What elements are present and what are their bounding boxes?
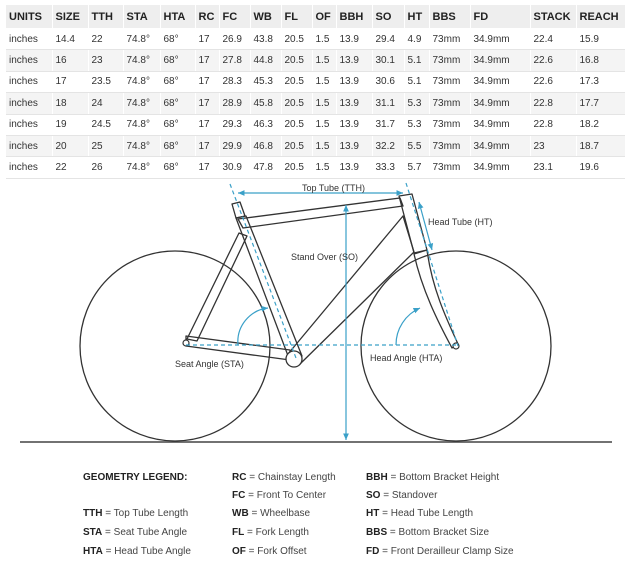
- legend-desc: = Fork Length: [247, 527, 309, 538]
- legend-item-so: [366, 490, 437, 501]
- legend-item-bbh: [366, 472, 499, 483]
- table-cell: 5.7: [404, 157, 429, 178]
- rear-wheel: [80, 251, 270, 441]
- legend-abbr: WB: [232, 508, 249, 519]
- table-cell: 30.9: [219, 157, 250, 178]
- column-header: STA: [123, 5, 160, 29]
- table-cell: 26: [88, 157, 123, 178]
- table-cell: 22.6: [530, 50, 576, 71]
- legend-abbr: BBS: [366, 527, 388, 538]
- table-cell: inches: [6, 50, 52, 71]
- table-cell: 43.8: [250, 29, 281, 50]
- table-cell: 13.9: [336, 71, 372, 92]
- table-cell: 20.5: [281, 93, 312, 114]
- table-cell: 74.8°: [123, 71, 160, 92]
- table-cell: 44.8: [250, 50, 281, 71]
- table-cell: 34.9mm: [470, 114, 530, 135]
- table-cell: 5.1: [404, 50, 429, 71]
- geometry-legend: [0, 466, 631, 561]
- legend-desc: = Bottom Bracket Height: [390, 472, 500, 483]
- table-cell: 18.7: [576, 135, 625, 156]
- table-cell: 74.8°: [123, 114, 160, 135]
- table-cell: 68°: [160, 135, 195, 156]
- table-cell: 45.3: [250, 71, 281, 92]
- table-cell: 13.9: [336, 93, 372, 114]
- table-cell: inches: [6, 135, 52, 156]
- table-cell: 73mm: [429, 135, 470, 156]
- table-cell: 34.9mm: [470, 71, 530, 92]
- table-cell: 24.5: [88, 114, 123, 135]
- table-cell: 34.9mm: [470, 93, 530, 114]
- table-header-row: [6, 5, 625, 29]
- legend-desc: = Bottom Bracket Size: [389, 527, 490, 538]
- legend-item-hta: [83, 546, 191, 557]
- table-cell: 1.5: [312, 114, 336, 135]
- table-row: [6, 71, 625, 92]
- table-cell: 16.8: [576, 50, 625, 71]
- table-cell: 46.8: [250, 135, 281, 156]
- table-cell: 74.8°: [123, 29, 160, 50]
- table-cell: 34.9mm: [470, 50, 530, 71]
- table-cell: 31.7: [372, 114, 404, 135]
- legend-abbr: HTA: [83, 546, 103, 557]
- table-cell: 1.5: [312, 71, 336, 92]
- table-cell: 22.8: [530, 93, 576, 114]
- table-cell: 23.1: [530, 157, 576, 178]
- table-cell: inches: [6, 29, 52, 50]
- legend-desc: = Wheelbase: [251, 508, 311, 519]
- table-cell: 5.5: [404, 135, 429, 156]
- column-header: STACK: [530, 5, 576, 29]
- table-cell: 17: [195, 71, 219, 92]
- table-cell: 73mm: [429, 50, 470, 71]
- table-cell: 1.5: [312, 50, 336, 71]
- legend-abbr: SO: [366, 490, 381, 501]
- table-row: [6, 93, 625, 114]
- table-cell: 22.6: [530, 71, 576, 92]
- head-tube-label: Head Tube (HT): [428, 217, 493, 227]
- table-cell: 34.9mm: [470, 29, 530, 50]
- column-header: RC: [195, 5, 219, 29]
- table-cell: 5.3: [404, 93, 429, 114]
- table-cell: 30.1: [372, 50, 404, 71]
- table-cell: 25: [88, 135, 123, 156]
- legend-abbr: RC: [232, 472, 247, 483]
- legend-desc: = Head Tube Angle: [105, 546, 191, 557]
- table-cell: 24: [88, 93, 123, 114]
- table-cell: 13.9: [336, 114, 372, 135]
- table-cell: 17: [52, 71, 88, 92]
- table-cell: 5.3: [404, 114, 429, 135]
- table-cell: 20.5: [281, 29, 312, 50]
- table-cell: 17: [195, 157, 219, 178]
- table-cell: 17: [195, 135, 219, 156]
- table-cell: 19: [52, 114, 88, 135]
- table-cell: inches: [6, 93, 52, 114]
- table-cell: 46.3: [250, 114, 281, 135]
- column-header: BBS: [429, 5, 470, 29]
- table-cell: 22.8: [530, 114, 576, 135]
- table-cell: 19.6: [576, 157, 625, 178]
- legend-desc: = Front Derailleur Clamp Size: [382, 546, 514, 557]
- table-cell: 45.8: [250, 93, 281, 114]
- table-cell: 68°: [160, 93, 195, 114]
- legend-item-fc: [232, 490, 326, 501]
- column-header: OF: [312, 5, 336, 29]
- front-axle: [453, 343, 459, 349]
- table-cell: 20.5: [281, 71, 312, 92]
- table-cell: 47.8: [250, 157, 281, 178]
- table-cell: 68°: [160, 71, 195, 92]
- column-header: SIZE: [52, 5, 88, 29]
- table-cell: 14.4: [52, 29, 88, 50]
- legend-abbr: HT: [366, 508, 380, 519]
- table-cell: 18.2: [576, 114, 625, 135]
- table-cell: 17: [195, 114, 219, 135]
- column-header: REACH: [576, 5, 625, 29]
- column-header: BBH: [336, 5, 372, 29]
- table-row: [6, 157, 625, 178]
- table-cell: 20.5: [281, 114, 312, 135]
- table-row: [6, 50, 625, 71]
- table-cell: 17.7: [576, 93, 625, 114]
- table-cell: 26.9: [219, 29, 250, 50]
- legend-desc: = Front To Center: [248, 490, 327, 501]
- table-cell: 74.8°: [123, 93, 160, 114]
- table-cell: 17: [195, 29, 219, 50]
- legend-title: GEOMETRY LEGEND:: [83, 472, 188, 483]
- table-cell: 68°: [160, 114, 195, 135]
- table-cell: inches: [6, 71, 52, 92]
- table-cell: 74.8°: [123, 50, 160, 71]
- table-cell: 1.5: [312, 29, 336, 50]
- legend-desc: = Standover: [383, 490, 438, 501]
- measurement-lines: [186, 183, 458, 440]
- table-cell: 20.5: [281, 135, 312, 156]
- table-cell: 68°: [160, 157, 195, 178]
- table-cell: 29.4: [372, 29, 404, 50]
- table-cell: 74.8°: [123, 157, 160, 178]
- head-angle-label: Head Angle (HTA): [370, 353, 443, 363]
- stand-over-label: Stand Over (SO): [291, 252, 359, 262]
- legend-abbr: FL: [232, 527, 245, 538]
- column-header: UNITS: [6, 5, 52, 29]
- table-cell: 30.6: [372, 71, 404, 92]
- table-cell: 20.5: [281, 157, 312, 178]
- column-header: SO: [372, 5, 404, 29]
- table-cell: 17.3: [576, 71, 625, 92]
- legend-desc: = Seat Tube Angle: [105, 527, 188, 538]
- legend-item-bbs: [366, 527, 489, 538]
- legend-abbr: BBH: [366, 472, 388, 483]
- table-row: [6, 29, 625, 50]
- bike-geometry-diagram: [0, 178, 631, 460]
- table-cell: 73mm: [429, 157, 470, 178]
- legend-item-rc: [232, 472, 336, 483]
- column-header: FC: [219, 5, 250, 29]
- table-cell: 22.4: [530, 29, 576, 50]
- table-cell: 22: [52, 157, 88, 178]
- table-cell: inches: [6, 114, 52, 135]
- table-cell: 13.9: [336, 50, 372, 71]
- legend-item-sta: [83, 527, 187, 538]
- table-cell: 73mm: [429, 71, 470, 92]
- table-cell: 73mm: [429, 29, 470, 50]
- column-header: HTA: [160, 5, 195, 29]
- legend-abbr: TTH: [83, 508, 103, 519]
- table-cell: 23: [530, 135, 576, 156]
- table-cell: 23.5: [88, 71, 123, 92]
- table-cell: 28.9: [219, 93, 250, 114]
- table-cell: 15.9: [576, 29, 625, 50]
- table-cell: 13.9: [336, 29, 372, 50]
- table-cell: 20: [52, 135, 88, 156]
- column-header: TTH: [88, 5, 123, 29]
- table-cell: 68°: [160, 29, 195, 50]
- table-cell: 13.9: [336, 157, 372, 178]
- table-cell: 29.9: [219, 135, 250, 156]
- legend-desc: = Top Tube Length: [105, 508, 189, 519]
- table-cell: 73mm: [429, 114, 470, 135]
- legend-item-tth: [83, 508, 188, 519]
- table-row: [6, 135, 625, 156]
- table-cell: 23: [88, 50, 123, 71]
- legend-abbr: FC: [232, 490, 246, 501]
- bottom-bracket: [286, 351, 302, 367]
- table-cell: 33.3: [372, 157, 404, 178]
- legend-item-wb: [232, 508, 310, 519]
- legend-item-fl: [232, 527, 309, 538]
- table-cell: 1.5: [312, 135, 336, 156]
- legend-desc: = Fork Offset: [248, 546, 307, 557]
- legend-abbr: FD: [366, 546, 380, 557]
- column-header: HT: [404, 5, 429, 29]
- table-cell: 18: [52, 93, 88, 114]
- table-cell: 5.1: [404, 71, 429, 92]
- table-cell: 16: [52, 50, 88, 71]
- column-header: FL: [281, 5, 312, 29]
- table-body: [6, 29, 625, 179]
- table-cell: 29.3: [219, 114, 250, 135]
- column-header: FD: [470, 5, 530, 29]
- table-cell: 20.5: [281, 50, 312, 71]
- legend-abbr: OF: [232, 546, 246, 557]
- table-cell: 1.5: [312, 93, 336, 114]
- table-cell: 22: [88, 29, 123, 50]
- top-tube-label: Top Tube (TTH): [302, 183, 366, 193]
- legend-desc: = Chainstay Length: [249, 472, 336, 483]
- legend-desc: = Head Tube Length: [382, 508, 474, 519]
- table-cell: 34.9mm: [470, 135, 530, 156]
- geometry-table: [6, 5, 625, 179]
- legend-item-fd: [366, 546, 514, 557]
- table-cell: 73mm: [429, 93, 470, 114]
- table-cell: 13.9: [336, 135, 372, 156]
- table-cell: 27.8: [219, 50, 250, 71]
- table-row: [6, 114, 625, 135]
- table-cell: 31.1: [372, 93, 404, 114]
- table-cell: inches: [6, 157, 52, 178]
- table-cell: 74.8°: [123, 135, 160, 156]
- table-cell: 17: [195, 93, 219, 114]
- column-header: WB: [250, 5, 281, 29]
- legend-abbr: STA: [83, 527, 103, 538]
- legend-item-of: [232, 546, 307, 557]
- table-cell: 1.5: [312, 157, 336, 178]
- table-cell: 32.2: [372, 135, 404, 156]
- table-cell: 4.9: [404, 29, 429, 50]
- table-cell: 68°: [160, 50, 195, 71]
- seat-angle-label: Seat Angle (STA): [175, 359, 244, 369]
- diagram-svg: [0, 178, 631, 460]
- legend-item-ht: [366, 508, 473, 519]
- table-cell: 28.3: [219, 71, 250, 92]
- table-cell: 17: [195, 50, 219, 71]
- table-cell: 34.9mm: [470, 157, 530, 178]
